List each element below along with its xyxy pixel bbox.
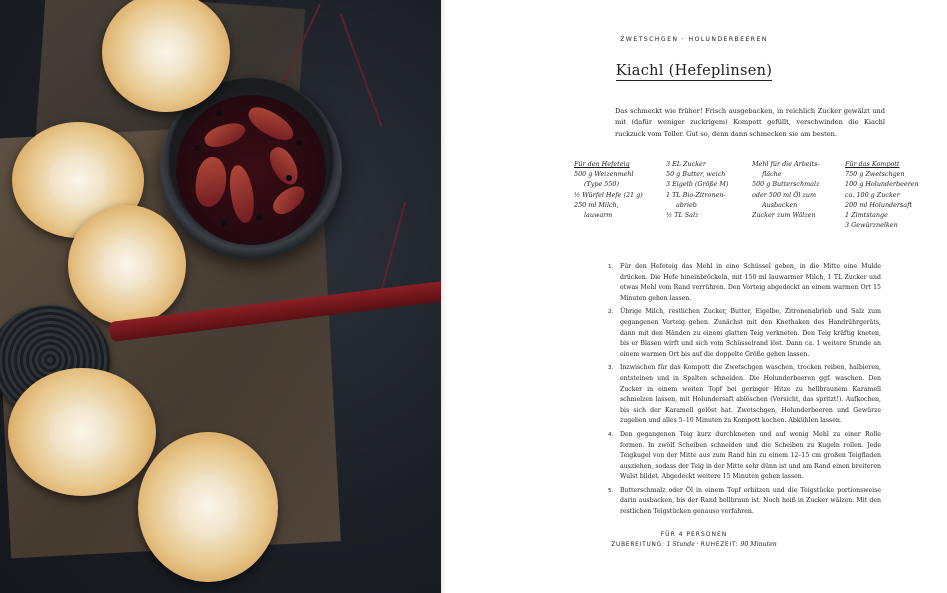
recipe-page xyxy=(441,0,947,593)
ingredient: (Type 550) xyxy=(584,180,619,189)
step: Übrige Milch, restlichen Zucker, Butter, Eigelbe, Zitronenabrieb und Salz zum gegangenen Vorteig geben. Zunächst mit den Knethaken des Handrührgeräts, dann mit den Händen zu einem glatten Teig verkneten. Den Teig kräftig kneten, bis er Blasen wirft und sich vom Schüsselrand löst. Dann ca. 1 weitere Stunde an einem warmen Ort bis auf die doppelte Größe gehen lassen. xyxy=(620,308,881,358)
elderberry-twig xyxy=(340,13,383,126)
ingredients-misc xyxy=(666,159,746,220)
ingredient: 1 TL Bio-Zitronen- xyxy=(666,190,726,199)
rest-label: RUHEZEIT: xyxy=(700,542,739,548)
recipe-intro: Das schmeckt wie früher! Frisch ausgebacken, in reichlich Zucker gewälzt und mit (dafür weniger zuckrigem) Kompott gefüllt, verschwinden die Kiachl ruckzuck vom Teller. Gut so, denn dann schmecken sie am besten. xyxy=(615,107,885,138)
ingredients-hefeteig xyxy=(574,159,656,220)
ingredient: lauwarm xyxy=(584,211,613,220)
prep-value: 1 Stunde xyxy=(666,541,695,548)
recipe-title xyxy=(441,63,947,79)
kiachl-pastry xyxy=(138,432,278,582)
kiachl-pastry xyxy=(68,205,186,325)
ingredient: 500 g Butterschmalz xyxy=(752,180,820,189)
ingredient: 200 ml Holundersaft xyxy=(845,200,913,209)
ingredients-frying xyxy=(752,159,836,220)
ingredients-heading: Für das Kompott xyxy=(845,160,900,168)
ingredients-heading: fläche xyxy=(762,170,782,179)
prep-label: ZUBEREITUNG: xyxy=(611,542,665,548)
step: Inzwischen für das Kompott die Zwetschgen waschen, trocken reiben, halbieren, entsteinen und in Spalten schneiden. Die Holunderbeeren ggf. waschen. Den Zucker in einem weiten Topf bei geringer Hitze zu hellbraunem Karamell schmelzen lassen, mit Holundersaft ablöschen (Vorsicht, das spritzt!). Aufkochen, bis sich der Karamell gelöst hat. Zwetschgen, Holunderbeeren und Gewürze zugeben und alles 5–10 Minuten zu Kompott kochen. Abkühlen lassen. xyxy=(620,364,881,425)
ingredients-heading: Für den Hefeteig xyxy=(574,160,630,168)
ingredient: ½ TL Salz xyxy=(666,211,699,220)
ingredient: 3 Eigelb (Größe M) xyxy=(666,180,729,189)
ingredient: 500 g Weizenmehl xyxy=(574,170,634,179)
kiachl-pastry xyxy=(8,368,156,496)
time-info: ZUBEREITUNG: 1 Stunde · RUHEZEIT: 90 Minuten xyxy=(611,541,777,548)
ingredient: oder 500 ml Öl zum xyxy=(752,190,817,199)
step: Für den Hefeteig das Mehl in eine Schüssel geben, in die Mitte eine Mulde drücken. Die Hefe hineinbröckeln, mit 150 ml lauwarmer Milch, 1 TL Zucker und etwas Mehl vom Rand verrühren. Den Vorteig abgedeckt an einem warmen Ort 15 Minuten gehen lassen. xyxy=(620,263,881,302)
ingredient: 3 Gewürznelken xyxy=(845,221,898,230)
recipe-title-text: Kiachl (Hefeplinsen) xyxy=(615,63,773,79)
ingredient: Ausbacken xyxy=(762,200,798,209)
ingredient: abrieb xyxy=(676,200,697,209)
step: Butterschmalz oder Öl in einem Topf erhitzen und die Teigstücke portionsweise darin ausbacken, bis der Rand hellbraun ist. Noch heiß in Zucker wälzen. Mit den restlichen Teigstücken genauso verfahren. xyxy=(620,486,881,516)
ingredient: 3 EL Zucker xyxy=(666,160,706,168)
ingredient: 1 Zimtstange xyxy=(845,211,888,220)
ingredient: Zucker zum Wälzen xyxy=(752,211,816,220)
preparation-steps xyxy=(611,262,881,521)
ingredient: ½ Würfel Hefe (21 g) xyxy=(574,190,643,199)
ingredient: 100 g Holunderbeeren xyxy=(845,180,919,189)
step: Den gegangenen Teig kurz durchkneten und auf wenig Mehl zu einer Rolle formen. In zwölf Scheiben schneiden und die Scheiben zu Kugeln rollen. Jede Teigkugel von der Mitte aus zum Rand hin zu einem 12–15 cm großen Teigfladen ausziehen, sodass der Teig in der Mitte sehr dünn ist und am Rand einen breiteren Wulst bildet. Abgedeckt weitere 15 Minuten gehen lassen. xyxy=(620,430,881,481)
ingredient: 50 g Butter, weich xyxy=(666,170,726,179)
recipe-category: ZWETSCHGEN · HOLUNDERBEEREN xyxy=(620,36,768,43)
rest-value: 90 Minuten xyxy=(740,541,777,548)
ingredient: 250 ml Milch, xyxy=(574,200,619,209)
plum-compote xyxy=(176,95,326,245)
ingredients-kompott xyxy=(845,159,943,230)
food-photo xyxy=(0,0,441,593)
servings: FÜR 4 PERSONEN xyxy=(660,531,728,538)
ingredient: 750 g Zwetschgen xyxy=(845,170,905,179)
ingredients-heading: Mehl für die Arbeits- xyxy=(752,160,820,168)
ingredient: ca. 100 g Zucker xyxy=(845,190,900,199)
